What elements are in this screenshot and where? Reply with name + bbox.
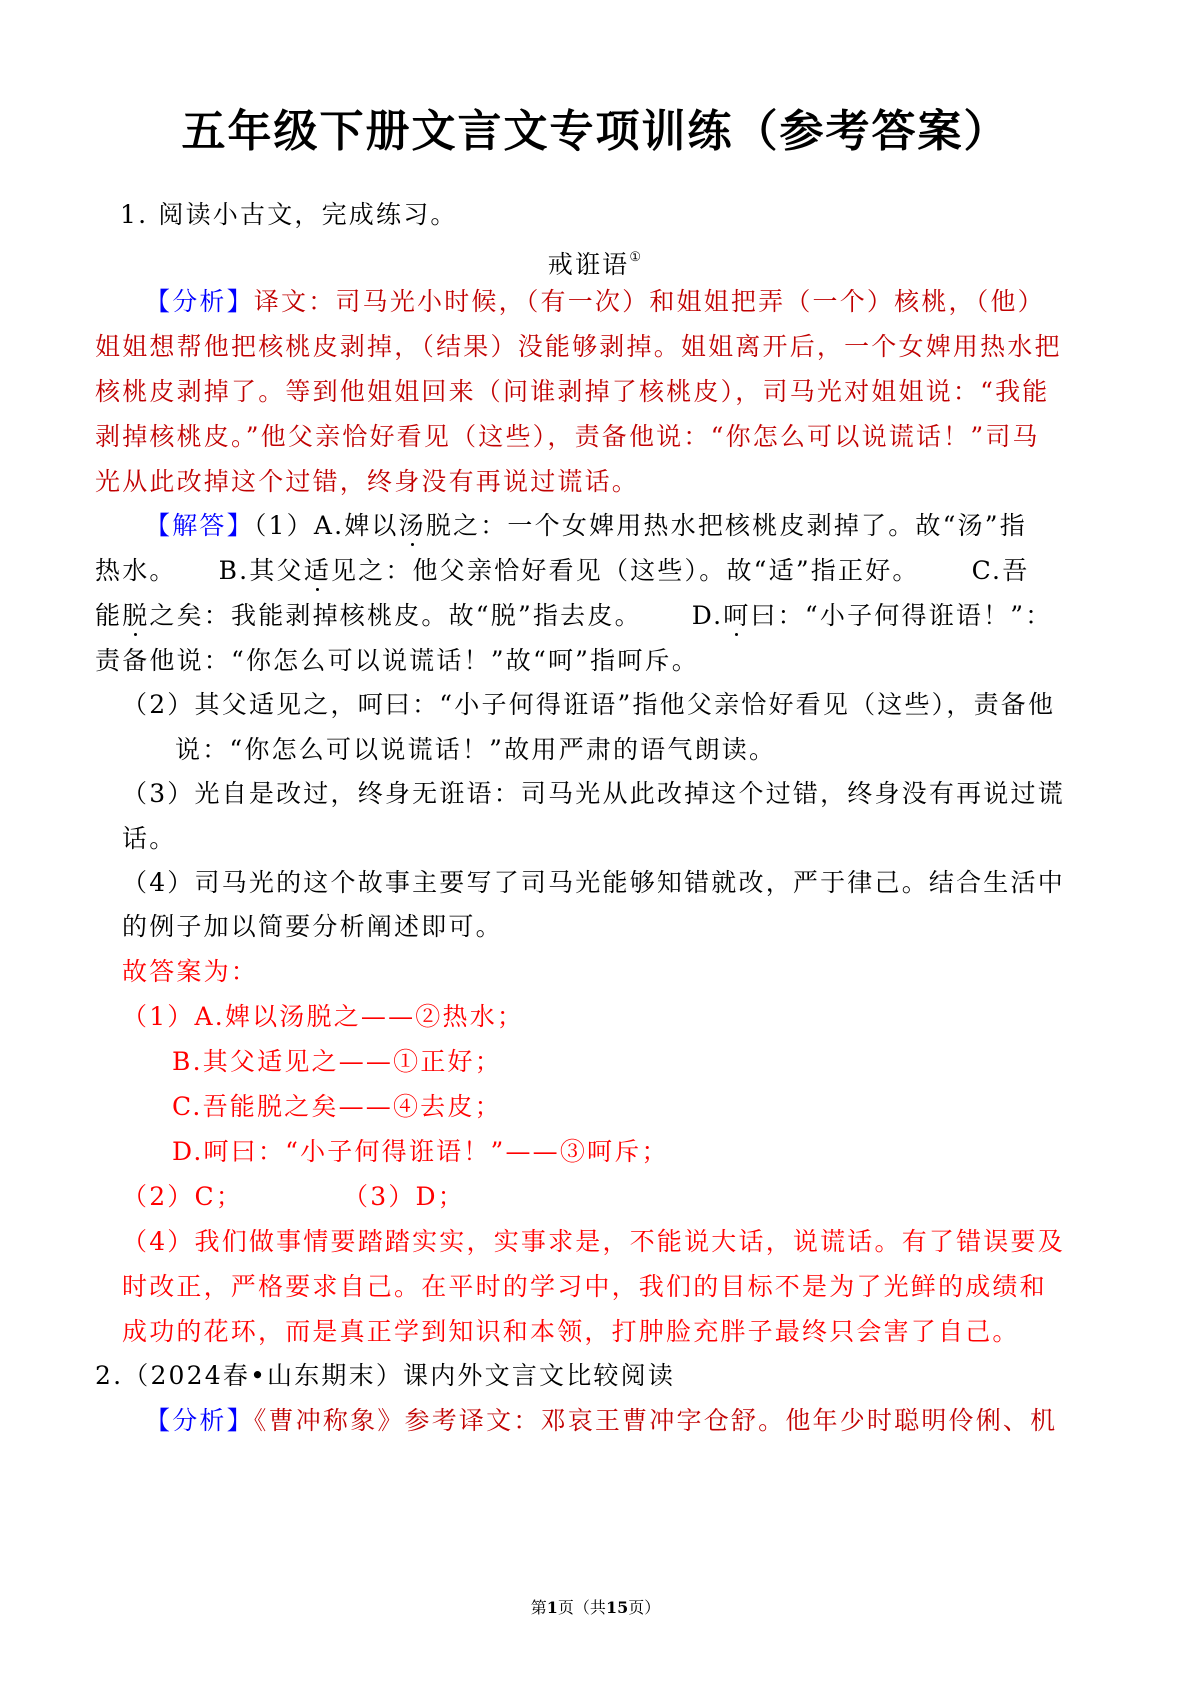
part-4-explanation: （4）司马光的这个故事主要写了司马光能够知错就改，严于律己。结合生活中 bbox=[122, 868, 1065, 897]
emphasis-char: 脱 bbox=[122, 601, 150, 630]
emphasis-char: 呵 bbox=[723, 601, 751, 630]
footnote-marker: ① bbox=[629, 250, 644, 265]
answer-text: 曰：“小子何得诳语！”： bbox=[750, 601, 1053, 630]
answer-text: D. bbox=[691, 601, 724, 630]
footer-text: 第 bbox=[530, 1598, 547, 1617]
final-answer-item: （1）A.婢以汤脱之——②热水； bbox=[122, 1002, 525, 1031]
part-4-explanation: 的例子加以简要分析阐述即可。 bbox=[122, 912, 503, 941]
emphasis-char: 汤 bbox=[398, 511, 426, 540]
answer-text: 热水。 bbox=[95, 556, 177, 585]
final-answer-4: （4）我们做事情要踏踏实实，实事求是，不能说大话，说谎话。有了错误要及 bbox=[122, 1227, 1065, 1256]
page-title: 五年级下册文言文专项训练（参考答案） bbox=[181, 106, 1010, 157]
analysis-text: 译文：司马光小时候，（有一次）和姐姐把弄（一个）核桃，（他） bbox=[253, 287, 1045, 316]
footer-text: 页） bbox=[628, 1598, 661, 1617]
answer-line: 责备他说：“你怎么可以说谎话！”故“呵”指呵斥。 bbox=[95, 646, 699, 675]
answer-label: 【解答】 bbox=[145, 511, 254, 540]
analysis-line: 核桃皮剥掉了。等到他姐姐回来（问谁剥掉了核桃皮），司马光对姐姐说：“我能 bbox=[95, 377, 1050, 406]
answer-text: 脱之：一个女婢用热水把核桃皮剥掉了。故“汤”指 bbox=[425, 511, 1027, 540]
question-2-stem: 2.（2024春•山东期末）课内外文言文比较阅读 bbox=[95, 1361, 676, 1390]
passage-title-text: 戒诳语 bbox=[547, 250, 630, 279]
analysis-line: 光从此改掉这个过错，终身没有再说过谎话。 bbox=[95, 467, 640, 496]
answer-text: 之矣：我能剥掉核桃皮。故“脱”指去皮。 bbox=[149, 601, 642, 630]
final-answer-4: 成功的花环，而是真正学到知识和本领，打肿脸充胖子最终只会害了自己。 bbox=[122, 1317, 1020, 1346]
analysis-line: 剥掉核桃皮。”他父亲恰好看见（这些），责备他说：“你怎么可以说谎话！”司马 bbox=[95, 422, 1040, 451]
final-answer-item bbox=[122, 1182, 465, 1212]
final-answer-4: 时改正，严格要求自己。在平时的学习中，我们的目标不是为了光鲜的成绩和 bbox=[122, 1272, 1047, 1301]
answer-text: C.吾 bbox=[971, 556, 1030, 585]
final-answer-item: B.其父适见之——①正好； bbox=[172, 1047, 502, 1076]
answer-text: B.其父 bbox=[218, 556, 304, 585]
final-answer-item: C.吾能脱之矣——④去皮； bbox=[172, 1092, 502, 1121]
answer-line bbox=[145, 511, 1027, 541]
part-2-explanation: （2）其父适见之，呵曰：“小子何得诳语”指他父亲恰好看见（这些），责备他 bbox=[122, 690, 1056, 719]
final-answer-label: 故答案为： bbox=[122, 957, 259, 986]
answer-text: 见之：他父亲恰好看见（这些）。故“适”指正好。 bbox=[330, 556, 920, 585]
answer-line bbox=[95, 556, 1029, 586]
analysis-line bbox=[145, 287, 1045, 317]
footer-text: 页（共 bbox=[557, 1598, 606, 1617]
passage-title bbox=[0, 243, 1191, 280]
analysis-text: 《曹冲称象》参考译文：邓哀王曹冲字仓舒。他年少时聪明伶俐、机 bbox=[253, 1406, 1058, 1435]
emphasis-char: 适 bbox=[303, 556, 331, 585]
part-3-explanation: （3）光自是改过，终身无诳语：司马光从此改掉这个过错，终身没有再说过谎 bbox=[122, 779, 1065, 808]
page-footer bbox=[0, 1595, 1191, 1618]
analysis-line bbox=[145, 1406, 1057, 1436]
page-number: 1 bbox=[546, 1598, 558, 1617]
question-1-stem: 1. 阅读小古文，完成练习。 bbox=[120, 200, 458, 229]
answer-text: 能 bbox=[95, 601, 123, 630]
part-3-explanation: 话。 bbox=[122, 824, 177, 853]
page-total: 15 bbox=[605, 1598, 629, 1617]
answer-text: （1）A.婢以 bbox=[253, 511, 399, 540]
analysis-label: 【分析】 bbox=[145, 1406, 254, 1435]
final-answer-item: D.呵曰：“小子何得诳语！”——③呵斥； bbox=[172, 1137, 669, 1166]
part-2-explanation: 说：“你怎么可以说谎话！”故用严肃的语气朗读。 bbox=[175, 735, 777, 764]
final-answer-3: （3）D； bbox=[343, 1182, 465, 1211]
final-answer-2: （2）C； bbox=[122, 1182, 244, 1211]
analysis-line: 姐姐想帮他把核桃皮剥掉，（结果）没能够剥掉。姐姐离开后，一个女婢用热水把 bbox=[95, 332, 1062, 361]
analysis-label: 【分析】 bbox=[145, 287, 254, 316]
answer-line bbox=[95, 601, 1052, 631]
